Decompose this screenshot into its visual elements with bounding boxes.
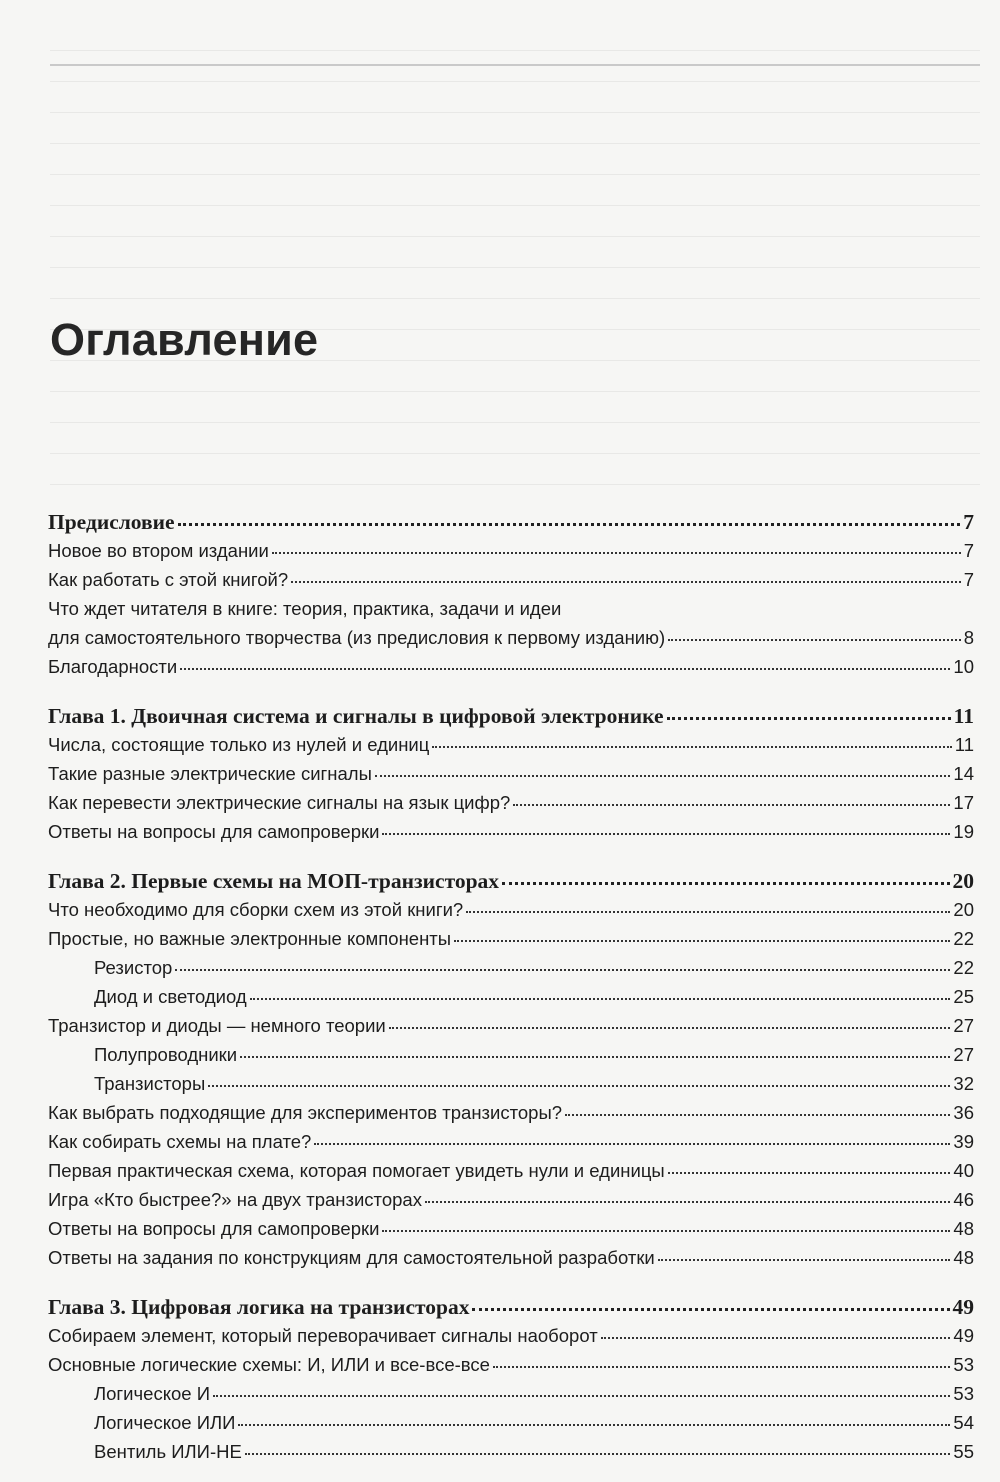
toc-page-number: 25 [953,986,974,1007]
dot-leader [668,639,961,641]
toc-entry-label: Простые, но важные электронные компоненты [48,928,452,949]
toc-page-number: 7 [963,540,974,561]
toc-entry-label: Что необходимо для сборки схем из этой книги? [48,899,464,920]
dot-leader [238,1424,950,1426]
dot-leader [250,998,951,1000]
toc-page-number: 11 [953,704,974,728]
dot-leader [314,1143,950,1145]
toc-chapter-entry [48,869,974,899]
page-title: Оглавление [50,314,319,365]
toc-entry-label: Числа, состоящие только из нулей и единиц [48,734,430,755]
toc-section-entry [48,1160,974,1189]
toc-entry-label: Резистор [94,957,173,978]
bleed-through-rule [50,64,980,66]
dot-leader [432,746,951,748]
toc-subsection-entry [48,1441,974,1470]
dot-leader [513,804,950,806]
dot-leader [667,717,951,720]
toc-entry-label: Первая практическая схема, которая помогает увидеть нули и единицы [48,1160,665,1181]
toc-section-entry [48,1189,974,1218]
toc-page-number: 20 [952,869,974,893]
dot-leader [466,911,950,913]
dot-leader [180,668,950,670]
toc-section-entry [48,598,974,627]
dot-leader [668,1172,951,1174]
toc-subsection-entry [48,986,974,1015]
toc-section-entry [48,821,974,850]
table-of-contents [48,510,974,1470]
toc-page-number: 17 [953,792,974,813]
toc-section-entry [48,627,974,656]
dot-leader [425,1201,950,1203]
toc-page-number: 46 [953,1189,974,1210]
dot-leader [472,1308,949,1311]
toc-section-entry [48,899,974,928]
toc-entry-label: Основные логические схемы: И, ИЛИ и все-все-все [48,1354,490,1375]
toc-subsection-entry [48,1073,974,1102]
dot-leader [175,969,950,971]
toc-page-number: 19 [953,821,974,842]
dot-leader [565,1114,950,1116]
toc-entry-label: Ответы на вопросы для самопроверки [48,821,380,842]
toc-section-entry [48,1354,974,1383]
dot-leader [382,833,950,835]
toc-page-number: 36 [953,1102,974,1123]
toc-entry-label: Как работать с этой книгой? [48,569,289,590]
toc-entry-label: Как собирать схемы на плате? [48,1131,312,1152]
toc-page-number: 14 [953,763,974,784]
toc-page-number: 8 [963,627,974,648]
toc-section-entry [48,1015,974,1044]
toc-page-number: 10 [953,656,974,677]
toc-chapter-entry [48,510,974,540]
toc-page-number: 53 [953,1354,974,1375]
toc-subsection-entry [48,1044,974,1073]
dot-leader [272,552,961,554]
toc-page-number: 48 [953,1218,974,1239]
toc-page-number: 20 [953,899,974,920]
toc-entry-label: Как выбрать подходящие для экспериментов транзисторы? [48,1102,563,1123]
toc-entry-label: Что ждет читателя в книге: теория, практика, задачи и идеи [48,598,562,619]
toc-page-number: 27 [953,1044,974,1065]
bleed-through-area [50,20,980,490]
toc-section-entry [48,1131,974,1160]
dot-leader [178,523,961,526]
toc-entry-label: Ответы на вопросы для самопроверки [48,1218,380,1239]
toc-chapter-entry [48,704,974,734]
toc-subsection-entry [48,1412,974,1441]
dot-leader [240,1056,950,1058]
dot-leader [245,1453,951,1455]
toc-section-entry [48,1218,974,1247]
dot-leader [213,1395,950,1397]
toc-section-entry [48,792,974,821]
dot-leader [291,581,961,583]
toc-section-entry [48,928,974,957]
toc-page-number: 49 [953,1325,974,1346]
toc-entry-label: Собираем элемент, который переворачивает сигналы наоборот [48,1325,598,1346]
toc-section-entry [48,763,974,792]
dot-leader [454,940,950,942]
toc-page-number: 55 [953,1441,974,1462]
toc-entry-label: Предисловие [48,510,175,534]
toc-chapter-entry [48,1295,974,1325]
toc-section-entry [48,734,974,763]
toc-entry-label: Ответы на задания по конструкциям для самостоятельной разработки [48,1247,655,1268]
toc-page-number: 49 [952,1295,974,1319]
toc-entry-label: Полупроводники [94,1044,238,1065]
dot-leader [389,1027,951,1029]
toc-entry-label: Транзистор и диоды — немного теории [48,1015,386,1036]
toc-page-number: 32 [953,1073,974,1094]
toc-page-number: 48 [953,1247,974,1268]
toc-entry-label: Логическое ИЛИ [94,1412,236,1433]
toc-entry-label: Глава 2. Первые схемы на МОП-транзисторах [48,869,500,893]
toc-page-number: 40 [953,1160,974,1181]
dot-leader [382,1230,950,1232]
toc-page-number: 39 [953,1131,974,1152]
toc-entry-label: Диод и светодиод [94,986,247,1007]
toc-section-entry [48,1247,974,1276]
toc-page-number: 53 [953,1383,974,1404]
toc-section-entry [48,540,974,569]
toc-entry-label: Глава 3. Цифровая логика на транзисторах [48,1295,470,1319]
toc-page-number: 7 [963,510,974,534]
toc-entry-label: Транзисторы [94,1073,206,1094]
toc-entry-label: Глава 1. Двоичная система и сигналы в цифровой электронике [48,704,664,728]
toc-entry-label: Как перевести электрические сигналы на язык цифр? [48,792,511,813]
dot-leader [375,775,951,777]
toc-section-entry [48,569,974,598]
toc-page-number: 54 [953,1412,974,1433]
dot-leader [601,1337,951,1339]
toc-entry-label: Игра «Кто быстрее?» на двух транзисторах [48,1189,422,1210]
toc-section-entry [48,1102,974,1131]
dot-leader [502,882,949,885]
toc-page-number: 22 [953,957,974,978]
toc-entry-label: Новое во втором издании [48,540,269,561]
toc-entry-label: Вентиль ИЛИ-НЕ [94,1441,242,1462]
dot-leader [208,1085,950,1087]
toc-page-number: 11 [954,734,974,755]
toc-entry-label: для самостоятельного творчества (из предисловия к первому изданию) [48,627,666,648]
toc-subsection-entry [48,957,974,986]
toc-page-number: 22 [953,928,974,949]
dot-leader [658,1259,951,1261]
dot-leader [493,1366,950,1368]
toc-entry-label: Такие разные электрические сигналы [48,763,372,784]
toc-entry-label: Благодарности [48,656,178,677]
toc-section-entry [48,656,974,685]
toc-page-number: 7 [963,569,974,590]
toc-section-entry [48,1325,974,1354]
toc-page-number: 27 [953,1015,974,1036]
toc-entry-label: Логическое И [94,1383,211,1404]
toc-subsection-entry [48,1383,974,1412]
